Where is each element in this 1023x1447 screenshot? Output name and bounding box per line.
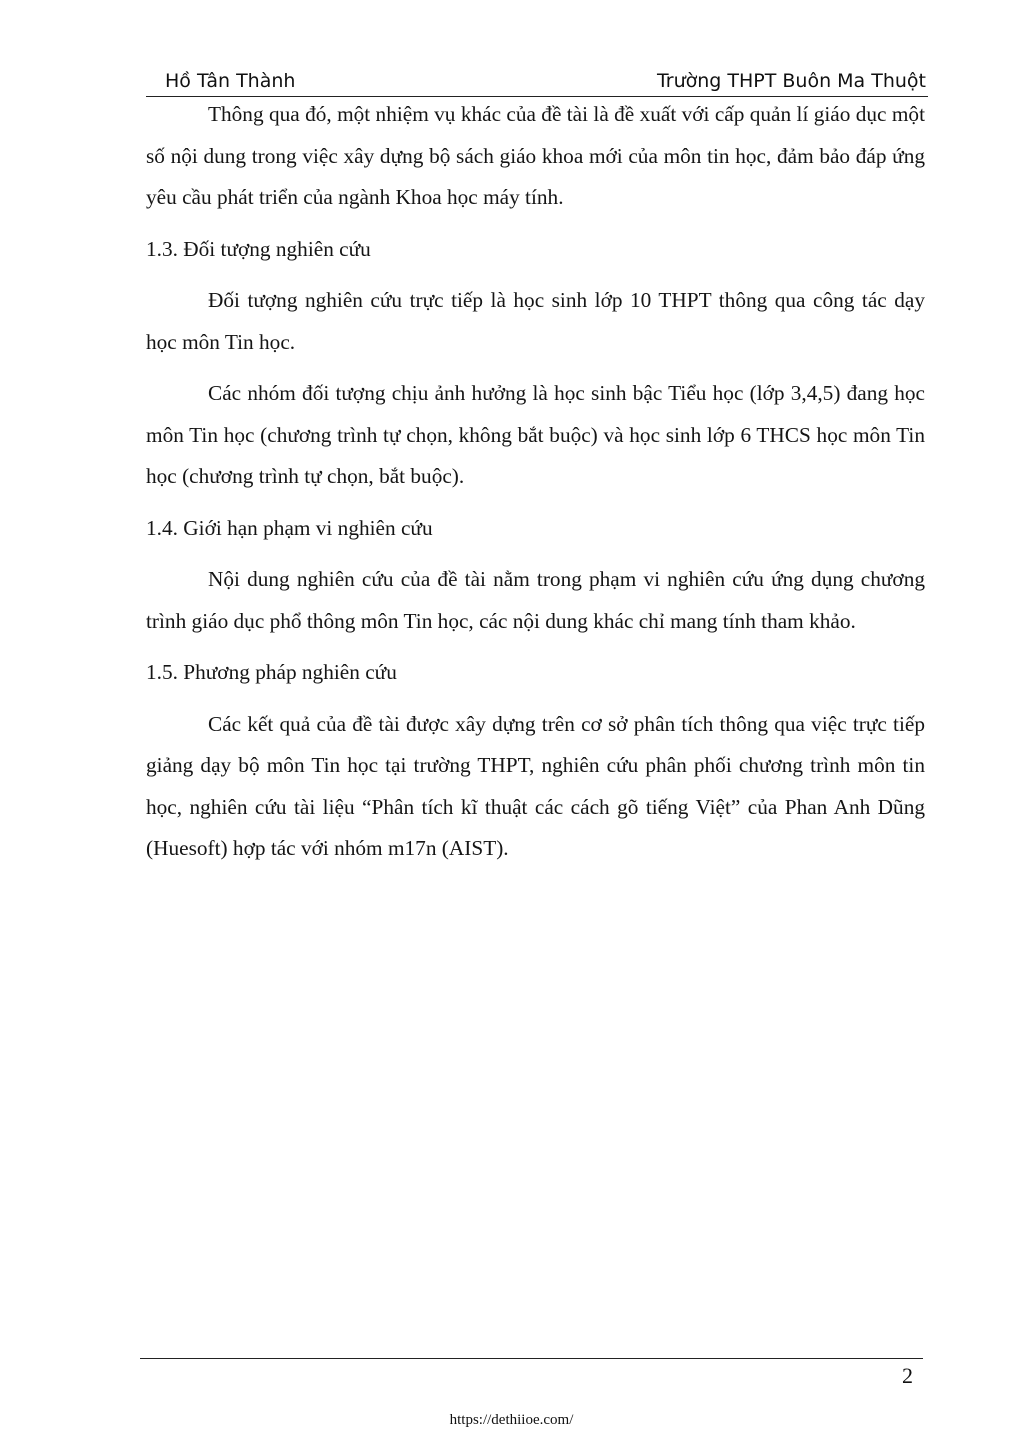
footer-url: https://dethiioe.com/: [449, 1412, 574, 1428]
section-heading-1-5: 1.5. Phương pháp nghiên cứu: [146, 660, 397, 684]
header-author: Hồ Tân Thành: [165, 70, 296, 92]
paragraph-research-subject: Đối tượng nghiên cứu trực tiếp là học sinh lớp 10 THPT thông qua công tác dạy học môn Tin học.: [146, 288, 925, 354]
paragraph-research-scope: Nội dung nghiên cứu của đề tài nằm trong phạm vi nghiên cứu ứng dụng chương trình giáo dục phổ thông môn Tin học, các nội dung khác chỉ mang tính tham khảo.: [146, 567, 925, 633]
footer-divider: [140, 1358, 923, 1359]
page-number: 2: [902, 1363, 913, 1388]
section-heading-1-3: 1.3. Đối tượng nghiên cứu: [146, 236, 371, 261]
page-header: [146, 68, 928, 97]
paragraph-task-proposal: Thông qua đó, một nhiệm vụ khác của đề tài là đề xuất với cấp quản lí giáo dục một số nội dung trong việc xây dựng bộ sách giáo khoa mới của môn tin học, đảm bảo đáp ứng yêu cầu phát triển của ngành Khoa học máy tính.: [146, 102, 925, 209]
document-body: [146, 94, 925, 870]
section-heading-1-4: 1.4. Giới hạn phạm vi nghiên cứu: [146, 515, 433, 540]
header-school: Trường THPT Buôn Ma Thuột: [656, 70, 926, 92]
paragraph-affected-groups: Các nhóm đối tượng chịu ảnh hưởng là học sinh bậc Tiểu học (lớp 3,4,5) đang học môn Tin học (chương trình tự chọn, không bắt buộc) và học sinh lớp 6 THCS học môn Tin học (chương trình tự chọn, bắt buộc).: [146, 381, 925, 488]
paragraph-research-method: Các kết quả của đề tài được xây dựng trên cơ sở phân tích thông qua việc trực tiếp giảng dạy bộ môn Tin học tại trường THPT, nghiên cứu phân phối chương trình môn tin học, nghiên cứu tài liệu “Phân tích kĩ thuật các cách gõ tiếng Việt” của Phan Anh Dũng (Huesoft) hợp tác với nhóm m17n (AIST).: [146, 711, 925, 860]
